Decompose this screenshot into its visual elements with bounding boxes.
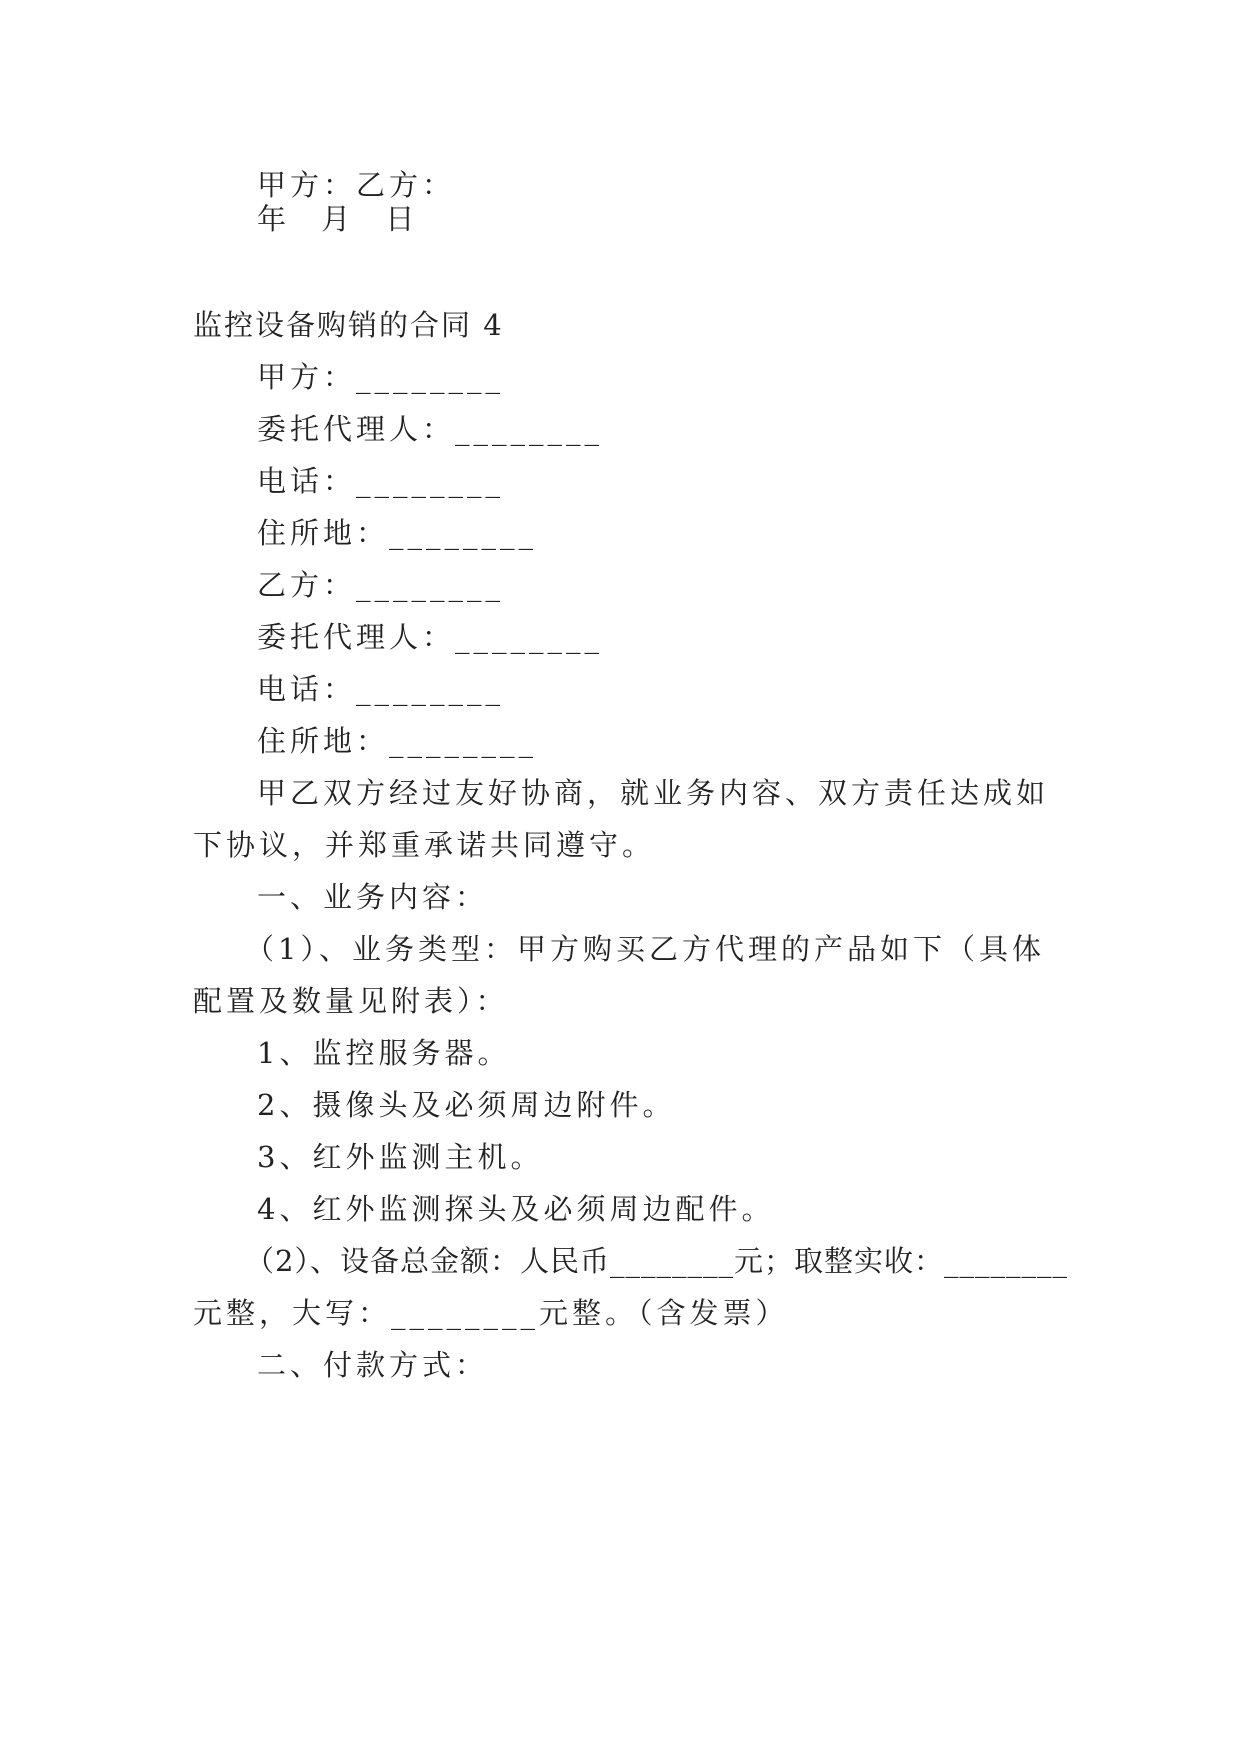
party-a-address: 住所地：________ — [257, 516, 538, 550]
intro-line-2: 下协议，并郑重承诺共同遵守。 — [193, 828, 656, 862]
product-item: 4、红外监测探头及必须周边配件。 — [257, 1192, 775, 1226]
party-a-agent: 委托代理人：________ — [257, 412, 604, 446]
party-b-name: 乙方：________ — [257, 568, 505, 602]
signature-parties: 甲方：乙方： — [257, 168, 456, 202]
business-type-line-2: 配置及数量见附表）： — [193, 984, 509, 1018]
party-a-name: 甲方：________ — [257, 360, 505, 394]
party-b-phone: 电话：________ — [257, 672, 505, 706]
party-b-address: 住所地：________ — [257, 724, 538, 758]
total-amount-line-1: （2）、设备总金额：人民币________元；取整实收：________ — [245, 1244, 1068, 1278]
product-item: 2、摄像头及必须周边附件。 — [257, 1088, 676, 1122]
party-a-phone: 电话：________ — [257, 464, 505, 498]
party-b-agent: 委托代理人：________ — [257, 620, 604, 654]
signature-date: 年 月 日 — [257, 202, 419, 236]
total-amount-line-2: 元整，大写：________元整。（含发票） — [193, 1296, 789, 1330]
product-item: 3、红外监测主机。 — [257, 1140, 544, 1174]
section-1-heading: 一、业务内容： — [257, 880, 489, 914]
contract-title: 监控设备购销的合同 4 — [193, 308, 504, 342]
business-type-line-1: （1）、业务类型：甲方购买乙方代理的产品如下（具体 — [245, 932, 1045, 966]
intro-line-1: 甲乙双方经过友好协商，就业务内容、双方责任达成如 — [257, 776, 1050, 810]
product-item: 1、监控服务器。 — [257, 1036, 511, 1070]
section-2-heading: 二、付款方式： — [257, 1348, 489, 1382]
